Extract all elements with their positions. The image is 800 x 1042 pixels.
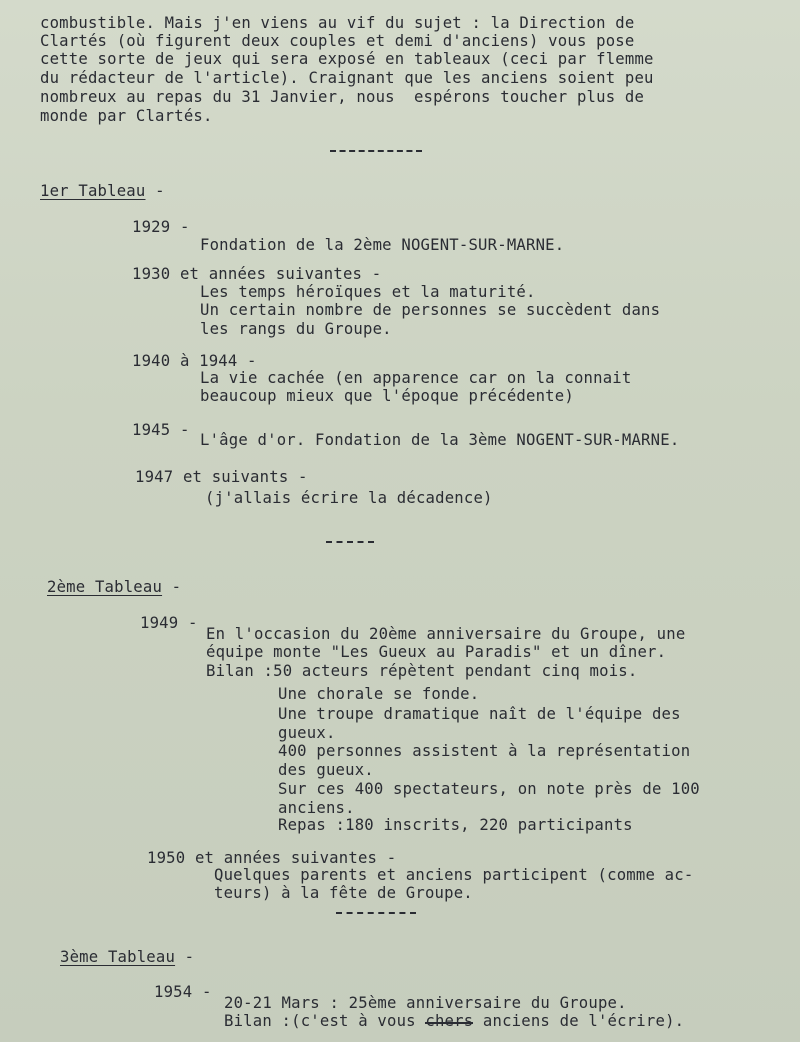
entry-1949-text-2: équipe monte "Les Gueux au Paradis" et un dîner. xyxy=(206,643,667,661)
entry-1945-text: L'âge d'or. Fondation de la 3ème NOGENT-SUR-MARNE. xyxy=(200,431,680,449)
bilan-line-2: Une troupe dramatique naît de l'équipe des xyxy=(278,705,681,723)
bilan-line-6: Sur ces 400 spectateurs, on note près de 100 xyxy=(278,780,700,798)
tableau-1-dash: - xyxy=(155,182,165,200)
intro-line-4: du rédacteur de l'article). Craignant que les anciens soient peu xyxy=(40,69,654,87)
entry-1930-text-3: les rangs du Groupe. xyxy=(200,320,392,338)
entry-1949-year: 1949 - xyxy=(140,614,198,632)
bilan-line-5: des gueux. xyxy=(278,761,374,779)
tableau-3-dash: - xyxy=(184,948,195,966)
entry-1940-text-2: beaucoup mieux que l'époque précédente) xyxy=(200,387,574,405)
entry-1954-text-1: 20-21 Mars : 25ème anniversaire du Groupe. xyxy=(224,994,627,1012)
tableau-2-dash: - xyxy=(171,578,182,596)
intro-line-3: cette sorte de jeux qui sera exposé en tableaux (ceci par flemme xyxy=(40,50,654,68)
entry-1949-text-1: En l'occasion du 20ème anniversaire du Groupe, une xyxy=(206,625,686,643)
bilan-line-1: Une chorale se fonde. xyxy=(278,685,480,703)
tableau-3-heading xyxy=(60,948,194,966)
separator xyxy=(336,912,416,914)
entry-1940-text-1: La vie cachée (en apparence car on la connait xyxy=(200,369,632,387)
tableau-3-title: 3ème Tableau xyxy=(60,948,176,966)
entry-1947-text: (j'allais écrire la décadence) xyxy=(205,489,493,507)
intro-line-5: nombreux au repas du 31 Janvier, nous espérons toucher plus de xyxy=(40,88,645,106)
entry-1950-year: 1950 et années suivantes - xyxy=(147,849,397,867)
entry-1949-text-3: Bilan :50 acteurs répètent pendant cinq mois. xyxy=(206,662,638,680)
intro-line-2: Clartés (où figurent deux couples et demi d'anciens) vous pose xyxy=(40,32,635,50)
bilan-line-8: Repas :180 inscrits, 220 participants xyxy=(278,816,633,834)
separator xyxy=(330,150,422,152)
bilan-line-3: gueux. xyxy=(278,724,336,742)
struck-word: chers xyxy=(425,1012,474,1030)
bilan-suffix: anciens de l'écrire). xyxy=(473,1012,685,1030)
entry-1940-year: 1940 à 1944 - xyxy=(132,352,257,370)
entry-1929-text: Fondation de la 2ème NOGENT-SUR-MARNE. xyxy=(200,236,565,254)
bilan-prefix: Bilan :(c'est à vous xyxy=(224,1012,426,1030)
entry-1950-text-1: Quelques parents et anciens participent (comme ac- xyxy=(214,866,694,884)
intro-line-1: combustible. Mais j'en viens au vif du sujet : la Direction de xyxy=(40,14,635,32)
tableau-1-heading xyxy=(40,182,165,200)
entry-1930-text-1: Les temps héroïques et la maturité. xyxy=(200,283,536,301)
bilan-line-7: anciens. xyxy=(278,799,355,817)
entry-1950-text-2: teurs) à la fête de Groupe. xyxy=(214,884,473,902)
tableau-1-title: 1er Tableau xyxy=(40,182,146,200)
intro-line-6: monde par Clartés. xyxy=(40,107,213,125)
entry-1930-year: 1930 et années suivantes - xyxy=(132,265,382,283)
tableau-2-title: 2ème Tableau xyxy=(47,578,163,596)
tableau-2-heading xyxy=(47,578,181,596)
entry-1954-text-2 xyxy=(224,1012,684,1030)
separator xyxy=(326,541,374,543)
entry-1930-text-2: Un certain nombre de personnes se succèdent dans xyxy=(200,301,661,319)
entry-1929-year: 1929 - xyxy=(132,218,190,236)
entry-1954-year: 1954 - xyxy=(154,983,212,1001)
entry-1945-year: 1945 - xyxy=(132,421,190,439)
bilan-line-4: 400 personnes assistent à la représentation xyxy=(278,742,691,760)
entry-1947-year: 1947 et suivants - xyxy=(135,468,308,486)
